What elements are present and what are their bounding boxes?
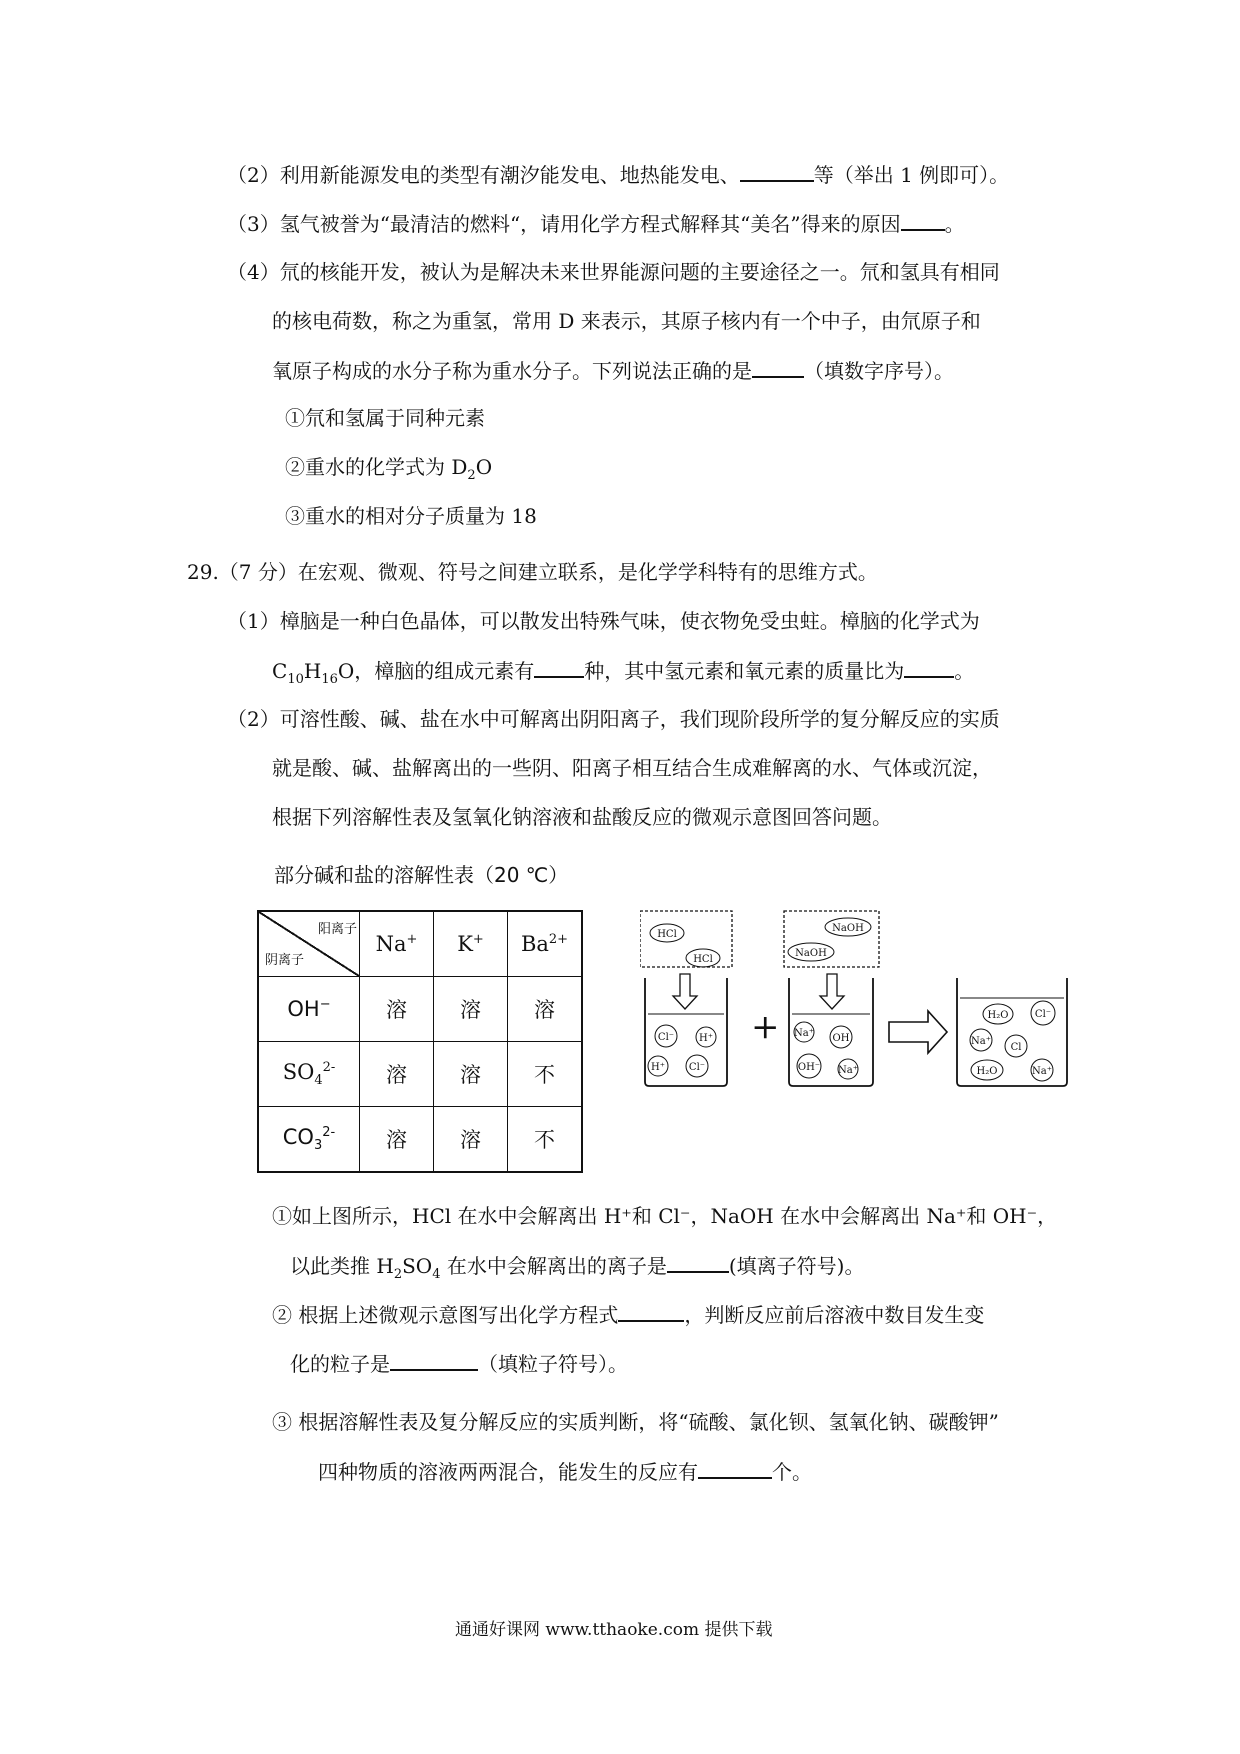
answer-blank[interactable] [390,1349,478,1371]
ion-label: Na⁺ [838,1065,858,1076]
answer-blank[interactable] [901,209,945,231]
q28-part3-tail: 。 [944,212,965,236]
q28-part3-text: （3）氢气被誉为“最清洁的燃料“，请用化学方程式解释其“美名”得来的原因 [227,212,901,236]
q29-part2-line2: 就是酸、碱、盐解离出的一些阴、阳离子相互结合生成难解离的水、气体或沉淀， [272,756,992,780]
q28-part4-line2: 的核电荷数，称之为重氢，常用 D 来表示，其原子核内有一个中子，由氘原子和 [272,309,981,333]
table-cell: 溶 [360,1042,434,1107]
reaction-arrow-icon [889,1011,947,1053]
q28-option2-o: O [475,455,493,479]
ion-label: Na⁺ [794,1028,814,1039]
table-cell: 不 [508,1107,583,1173]
q28-option2-text: ②重水的化学式为 D [285,455,468,479]
q28-part2-text: （2）利用新能源发电的类型有潮汐能发电、地热能发电、 [227,163,740,187]
solubility-table [257,910,583,1173]
formula-c: C [272,659,288,683]
q29-part1-line1: （1）樟脑是一种白色晶体，可以散发出特殊气味，使衣物免受虫蛀。樟脑的化学式为 [227,609,980,633]
product-beaker [957,978,1067,1086]
ion-label: Cl⁻ [688,1062,706,1073]
q29-sub1-line2 [290,1251,864,1289]
corner-anion-label: 阴离子 [265,953,305,968]
q29-sub3-line2 [318,1457,812,1486]
cation-header: Na+ [360,911,434,977]
table-cell: 溶 [434,977,508,1042]
cation-header: $Ba^{2+}$ [508,911,583,977]
ion-label: Cl [1010,1042,1022,1053]
q29-sub1-text: 以此类推 H [290,1254,394,1278]
q29-part2-line1: （2）可溶性酸、碱、盐在水中可解离出阴阳离子，我们现阶段所学的复分解反应的实质 [227,707,1000,731]
q28-option2 [285,453,492,490]
answer-blank[interactable] [752,356,804,378]
ion-label: H⁺ [699,1033,713,1044]
down-arrow-icon [673,974,697,1009]
q29-part1-text: O，樟脑的组成元素有 [337,659,535,683]
q29-sub2-text2: 化的粒子是 [290,1352,390,1376]
molecule-label: H₂O [976,1066,998,1077]
q29-sub3-text: 四种物质的溶液两两混合，能发生的反应有 [318,1460,698,1484]
q29-sub2-tail2: （填粒子符号）。 [478,1352,628,1376]
table-cell: 溶 [360,1107,434,1173]
subscript: 2 [467,468,476,483]
q29-sub1-line1: ①如上图所示，HCl 在水中会解离出 H⁺和 Cl⁻，NaOH 在水中会解离出 Na⁺和 OH⁻， [272,1204,1058,1228]
table-row [258,1042,582,1107]
molecule-label: HCl [693,954,713,965]
corner-cation-label: 阳离子 [317,922,357,937]
q28-part2 [227,160,1009,189]
ion-label: H⁺ [651,1062,665,1073]
plus-sign: + [751,1007,780,1047]
q28-part4-tail: （填数字序号）。 [804,359,954,383]
table-cell: 溶 [360,977,434,1042]
molecule-label: NaOH [832,923,864,934]
subscript: 4 [432,1267,441,1282]
table-header-row [258,911,582,977]
q29-sub1-tail: (填离子符号)。 [728,1254,865,1278]
answer-blank[interactable] [740,160,814,182]
q29-sub2-line2 [290,1349,628,1378]
q28-option1: ①氘和氢属于同种元素 [285,406,485,430]
naoh-beaker [784,911,879,1086]
answer-blank[interactable] [904,656,954,678]
q29-part1-line2 [272,656,974,694]
formula-h: H [303,659,322,683]
table-cell: 溶 [434,1107,508,1173]
molecule-label: NaOH [795,948,827,959]
answer-blank[interactable] [698,1457,772,1479]
q29-sub2-line1 [272,1300,984,1329]
ion-label: OH [832,1033,850,1044]
anion-header: $CO_3^{2-}$ [258,1107,360,1173]
q28-part4-text: 氧原子构成的水分子称为重水分子。下列说法正确的是 [272,359,752,383]
answer-blank[interactable] [534,656,584,678]
q29-sub1-mid: 在水中会解离出的离子是 [440,1254,667,1278]
q29-part2-line3: 根据下列溶解性表及氢氧化钠溶液和盐酸反应的微观示意图回答问题。 [272,805,892,829]
q29-sub2-tail: ，判断反应前后溶液中数目发生变 [684,1303,985,1327]
q28-part3 [227,209,965,238]
answer-blank[interactable] [667,1251,729,1273]
q28-part2-tail: 等（举出 1 例即可）。 [813,163,1010,187]
table-cell: 溶 [508,977,583,1042]
table-row [258,1107,582,1173]
q28-part4-line3 [272,356,954,385]
q29-heading: 29.（7 分）在宏观、微观、符号之间建立联系，是化学学科特有的思维方式。 [187,560,878,584]
q28-part4-line1: （4）氘的核能开发，被认为是解决未来世界能源问题的主要途径之一。氘和氢具有相同 [227,260,1000,284]
ion-label: OH⁻ [797,1062,821,1073]
subscript: 2 [393,1267,403,1282]
table-cell: 溶 [434,1042,508,1107]
q29-part1-mid: 种，其中氢元素和氧元素的质量比为 [584,659,905,683]
anion-header: OH− [258,977,360,1042]
subscript: 16 [321,672,338,687]
q29-sub1-so: SO [402,1254,433,1278]
subscript: 10 [287,672,304,687]
hcl-beaker [640,911,732,1086]
table-cell: 不 [508,1042,583,1107]
footer-source: 通通好课网 www.tthaoke.com 提供下载 [455,1620,773,1640]
table-title: 部分碱和盐的溶解性表（20 ℃） [274,863,569,887]
cation-header: K+ [434,911,508,977]
q29-sub2-text: ② 根据上述微观示意图写出化学方程式 [272,1303,619,1327]
ion-label: Cl⁻ [657,1032,675,1043]
ion-label: Na⁺ [1032,1066,1052,1077]
down-arrow-icon [820,974,844,1009]
table-row [258,977,582,1042]
anion-header: $SO_4^{2-}$ [258,1042,360,1107]
answer-blank[interactable] [618,1300,684,1322]
table-corner [258,911,360,977]
q29-sub3-line1: ③ 根据溶解性表及复分解反应的实质判断，将“硫酸、氯化钡、氢氧化钠、碳酸钾” [272,1410,999,1434]
ion-label: Na⁺ [971,1036,991,1047]
q29-sub3-tail: 个。 [772,1460,812,1484]
q29-part1-end: 。 [954,659,975,683]
ion-label: Cl⁻ [1034,1009,1052,1020]
q28-option3: ③重水的相对分子质量为 18 [285,504,537,528]
molecule-label: HCl [657,929,677,940]
molecule-label: H₂O [987,1010,1009,1021]
reaction-micro-diagram [640,910,1080,1095]
